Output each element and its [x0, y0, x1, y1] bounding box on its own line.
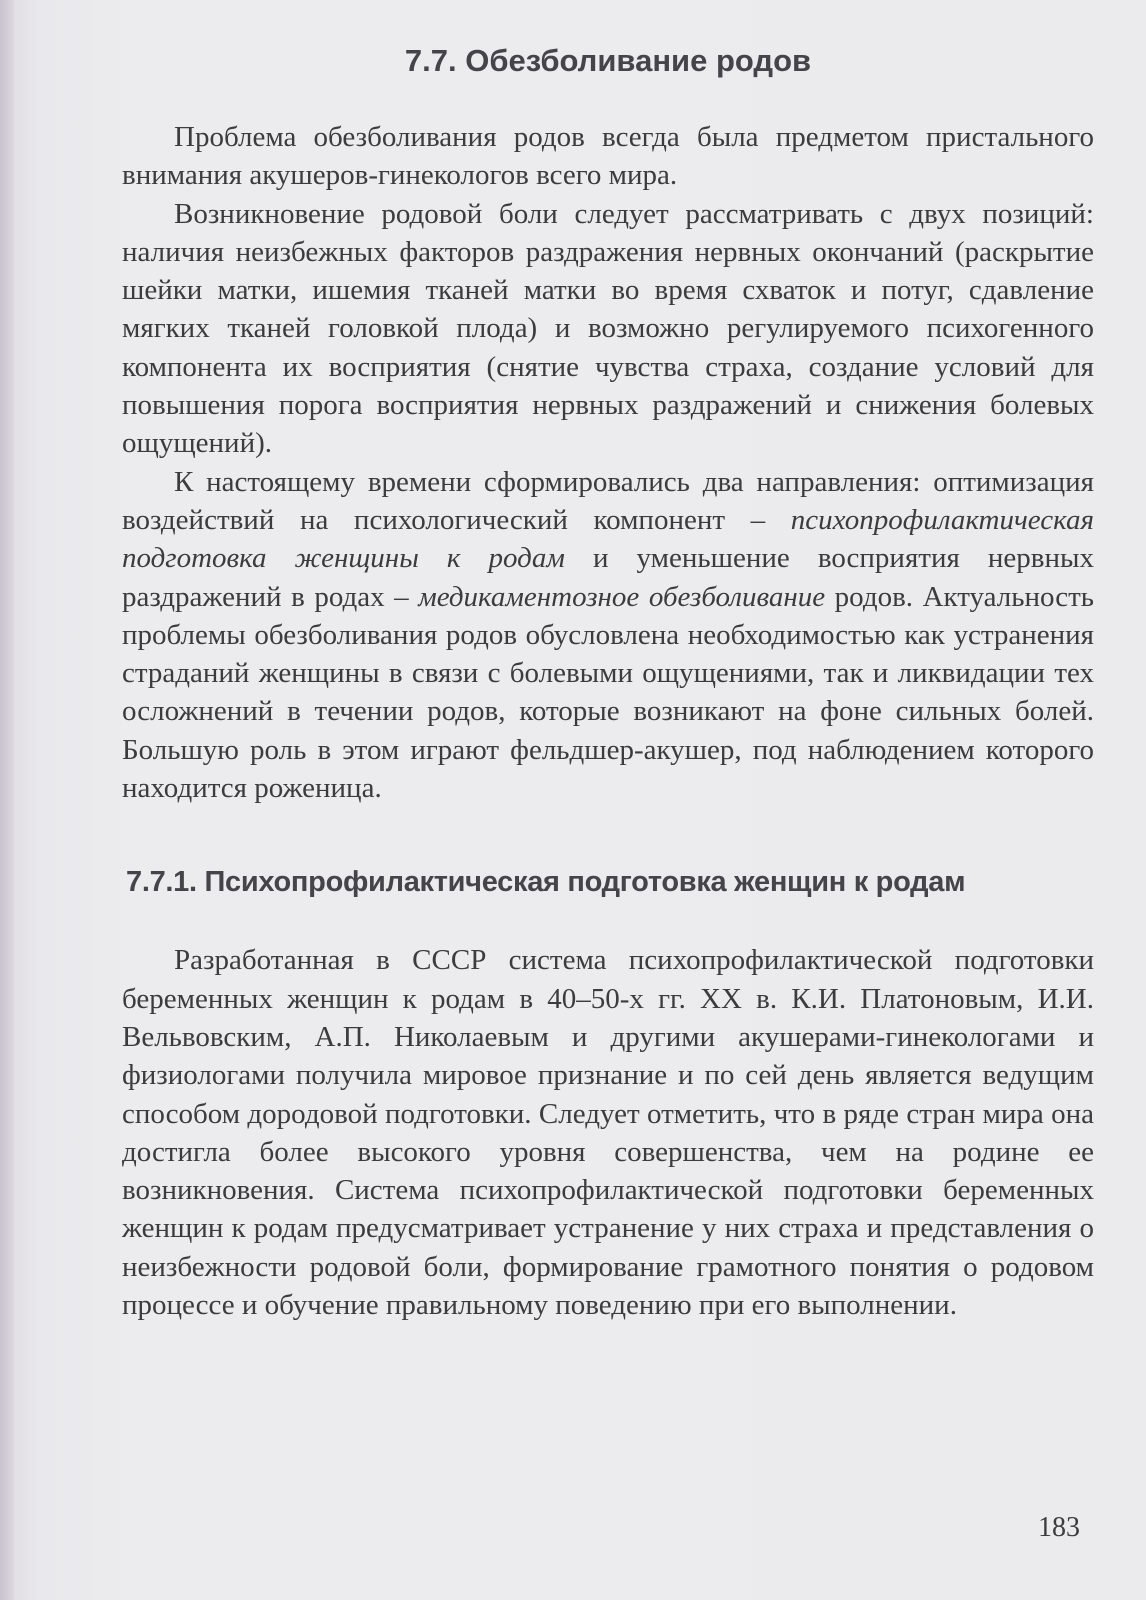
term-medication-anesthesia: медикаментозное обезболивание: [418, 580, 826, 613]
paragraph-directions-part2: и уменьшение восприятия нервных раздражений в родах –: [122, 542, 1094, 613]
page-number: 183: [1038, 1512, 1080, 1543]
paragraph-directions-part1: К настоящему времени сформировались два направления: оптимизация воздействий на психологический компонент –: [122, 465, 1094, 536]
term-psychoprophylaxis: психопрофилактическая подготовка женщины к родам: [122, 503, 1094, 575]
subsection-title: 7.7.1. Психопрофилактическая подготовка женщин к родам: [126, 866, 966, 899]
paragraph-ussr-system: Разработанная в СССР система психопрофилактической подготовки беременных женщин к родам в 40–50-х гг. XX в. К.И. Платоновым, И.И. Вельвовским, А.П. Николаевым и другими акушерами-гинекологами и физиологами получила мировое признание и по сей день является ведущим способом дородовой подготовки. Следует отметить, что в ряде стран мира она достигла более высокого уровня совершенства, чем на родине ее возникновения. Система психопрофилактической подготовки беременных женщин к родам предусматривает устранение у них страха и представления о неизбежности родовой боли, формирование грамотного понятия о родовом процессе и обучение правильному поведению при его выполнении.: [122, 944, 1094, 1322]
page-spine-shadow: [0, 0, 14, 1600]
paragraph-intro: Проблема обезболивания родов всегда была предметом пристального внимания акушеров-гинекологов всего мира.: [122, 121, 1094, 192]
page-content: [122, 38, 1094, 1324]
paragraph-pain-origin: Возникновение родовой боли следует рассматривать с двух позиций: наличия неизбежных факторов раздражения нервных окончаний (раскрытие шейки матки, ишемия тканей матки во время схваток и потуг, сдавление мягких тканей головкой плода) и возможно регулируемого психогенного компонента их восприятия (снятие чувства страха, создание условий для повышения порога восприятия нервных раздражений и снижения болевых ощущений).: [122, 197, 1094, 460]
paragraph-directions: [122, 463, 1094, 808]
section-title: 7.7. Обезболивание родов: [404, 43, 812, 78]
paragraph-directions-part3: родов. Актуальность проблемы обезболивания родов обусловлена необходимостью как устранения страданий женщины в связи с болевыми ощущениями, так и ликвидации тех осложнений в течении родов, которые возникают на фоне сильных болей. Большую роль в этом играют фельдшер-акушер, под наблюдением которого находится роженица.: [122, 580, 1094, 805]
